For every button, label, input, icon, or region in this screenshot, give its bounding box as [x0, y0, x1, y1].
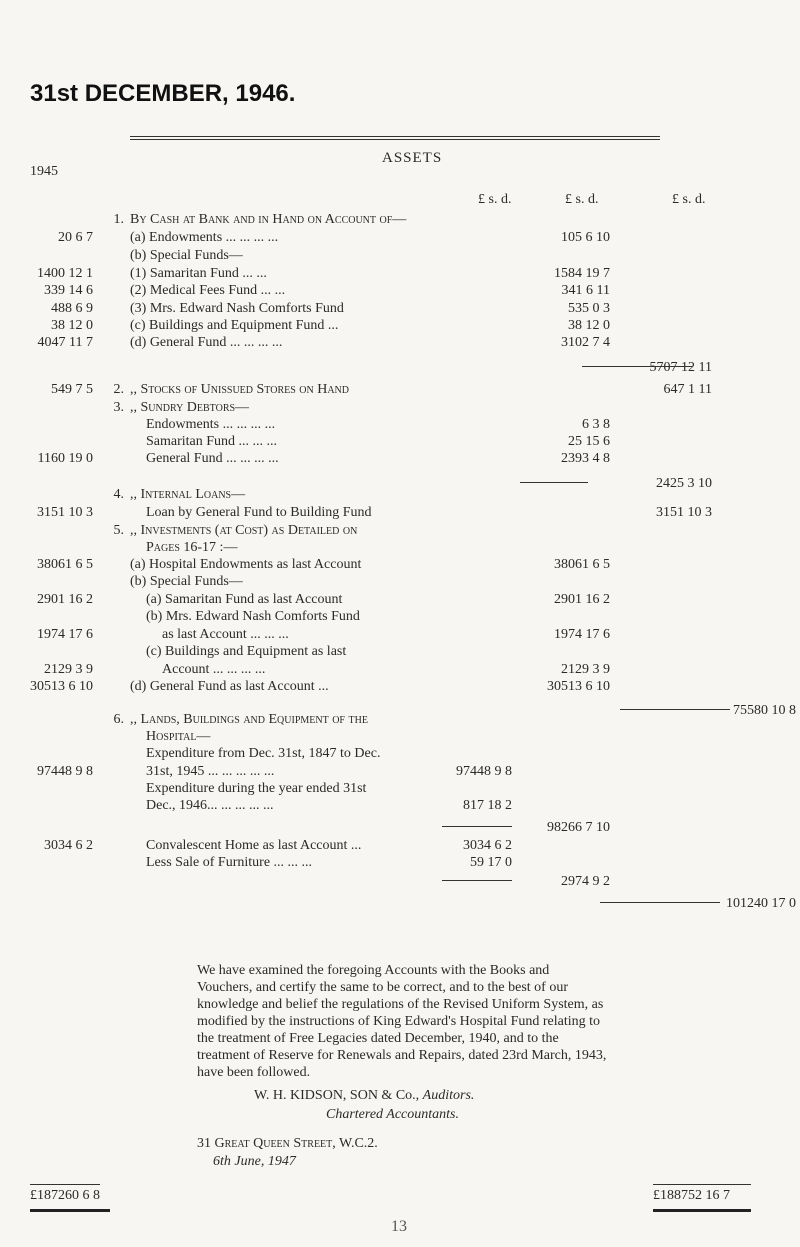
total-rule-left [30, 1184, 100, 1185]
ledger-row [0, 896, 800, 914]
item-label: By Cash at Bank and in Hand on Account of— [130, 212, 407, 227]
page-title: 31st DECEMBER, 1946. [30, 80, 296, 107]
amount-col-b: 2901 16 2 [554, 592, 610, 607]
ledger-row [0, 781, 800, 799]
prior-year-amount: 488 6 9 [51, 301, 93, 316]
subtotal-line [520, 482, 588, 483]
subtotal-line [442, 826, 512, 827]
item-label: Expenditure from Dec. 31st, 1847 to Dec. [146, 746, 381, 761]
item-label: Expenditure during the year ended 31st [146, 781, 367, 796]
amount-col-d: 75580 10 8 [733, 703, 796, 718]
ledger-row [0, 627, 800, 645]
ledger-row [0, 417, 800, 435]
item-label: ,, Stocks of Unissued Stores on Hand [130, 382, 350, 397]
subtotal-line [582, 366, 692, 367]
amount-col-a: 59 17 0 [470, 855, 512, 870]
ledger-row [0, 266, 800, 284]
ledger-row [0, 746, 800, 764]
prior-year-amount: 4047 11 7 [37, 335, 93, 350]
ledger-row [0, 729, 800, 747]
item-label: Convalescent Home as last Account ... [146, 838, 362, 853]
auditor-address: 31 Great Queen Street, W.C.2. [197, 1136, 378, 1151]
amount-col-b: 3102 7 4 [561, 335, 610, 350]
ledger-row [0, 798, 800, 816]
prior-year-amount: 97448 9 8 [37, 764, 93, 779]
prior-year-amount: 549 7 5 [51, 382, 93, 397]
item-label: (b) Special Funds— [130, 248, 243, 263]
ledger-row [0, 400, 800, 418]
ledger-row [0, 248, 800, 266]
amount-col-a: 97448 9 8 [456, 764, 512, 779]
item-label: General Fund ... ... ... ... [146, 451, 279, 466]
prior-year-amount: 3034 6 2 [44, 838, 93, 853]
amount-col-a: 817 18 2 [463, 798, 512, 813]
column-b-header: £ s. d. [565, 192, 599, 207]
item-label: (d) General Fund as last Account ... [130, 679, 329, 694]
amount-col-b: 2974 9 2 [561, 874, 610, 889]
ledger-row [0, 557, 800, 575]
ledger-row [0, 764, 800, 782]
ledger-row [0, 592, 800, 610]
item-label: (c) Buildings and Equipment Fund ... [130, 318, 339, 333]
amount-col-b: 6 3 8 [582, 417, 610, 432]
ledger-row [0, 382, 800, 400]
header-rule [130, 136, 660, 137]
item-number: 3. [113, 400, 124, 415]
amount-col-b: 105 6 10 [561, 230, 610, 245]
subtotal-line [620, 709, 730, 710]
certificate-date: 6th June, 1947 [213, 1154, 296, 1169]
item-label: (b) Mrs. Edward Nash Comforts Fund [146, 609, 360, 624]
item-label: (3) Mrs. Edward Nash Comforts Fund [130, 301, 344, 316]
section-heading: ASSETS [382, 150, 443, 166]
header-rule-2 [130, 139, 660, 140]
auditor-name: W. H. KIDSON, SON & Co., Auditors. [254, 1088, 475, 1103]
ledger-row [0, 212, 800, 230]
item-label: Account ... ... ... ... [162, 662, 266, 677]
prior-year-amount: 30513 6 10 [30, 679, 93, 694]
item-label: Less Sale of Furniture ... ... ... [146, 855, 313, 870]
item-label: (c) Buildings and Equipment as last [146, 644, 347, 659]
amount-col-c: 5707 12 11 [649, 360, 712, 375]
ledger-row [0, 662, 800, 680]
amount-col-d: 101240 17 0 [726, 896, 796, 911]
prior-year-amount: 1400 12 1 [37, 266, 93, 281]
ledger-row [0, 360, 800, 378]
prior-year-amount: 2129 3 9 [44, 662, 93, 677]
amount-col-b: 38 12 0 [568, 318, 610, 333]
ledger-row [0, 318, 800, 336]
ledger-row [0, 574, 800, 592]
item-label: ,, Lands, Buildings and Equipment of the [130, 712, 368, 727]
prior-year-total: £187260 6 8 [30, 1188, 100, 1203]
ledger-row [0, 540, 800, 558]
item-label: ,, Internal Loans— [130, 487, 246, 502]
amount-col-b: 98266 7 10 [547, 820, 610, 835]
item-label: as last Account ... ... ... [162, 627, 289, 642]
item-label: ,, Investments (at Cost) as Detailed on [130, 523, 358, 538]
total-rule-right [653, 1184, 751, 1185]
ledger-row [0, 644, 800, 662]
prior-year-amount: 20 6 7 [58, 230, 93, 245]
ledger-row [0, 855, 800, 873]
amount-col-b: 1974 17 6 [554, 627, 610, 642]
item-number: 5. [113, 523, 124, 538]
total-double-rule-left [30, 1209, 110, 1212]
prior-year-amount: 339 14 6 [44, 283, 93, 298]
ledger-row [0, 505, 800, 523]
item-label: (a) Endowments ... ... ... ... [130, 230, 279, 245]
amount-col-b: 2129 3 9 [561, 662, 610, 677]
column-a-header: £ s. d. [478, 192, 512, 207]
column-c-header: £ s. d. [672, 192, 706, 207]
prior-year-amount: 2901 16 2 [37, 592, 93, 607]
amount-col-b: 2393 4 8 [561, 451, 610, 466]
auditor-certificate: We have examined the foregoing Accounts with the Books and Vouchers, and certify the same to be correct, and to the best of our knowledge and belief the regulations of the Revised Uniform System, as modified by the instructions of King Edward's Hospital Fund relating to the treatment of Free Legacies dated December, 1940, and to the treatment of Reserve for Renewals and Repairs, dated 23rd March, 1943, have been followed. [197, 963, 607, 1080]
amount-col-c: 3151 10 3 [656, 505, 712, 520]
prior-year-amount: 1974 17 6 [37, 627, 93, 642]
ledger-row [0, 523, 800, 541]
item-label: (2) Medical Fees Fund ... ... [130, 283, 286, 298]
item-label: (d) General Fund ... ... ... ... [130, 335, 283, 350]
item-number: 1. [113, 212, 124, 227]
item-label: Loan by General Fund to Building Fund [146, 505, 372, 520]
item-number: 4. [113, 487, 124, 502]
ledger-row [0, 335, 800, 353]
ledger-row [0, 301, 800, 319]
ledger-row [0, 820, 800, 838]
ledger-row [0, 283, 800, 301]
item-label: Endowments ... ... ... ... [146, 417, 276, 432]
ledger-row [0, 874, 800, 892]
prior-year-amount: 3151 10 3 [37, 505, 93, 520]
amount-col-c: 2425 3 10 [656, 476, 712, 491]
subtotal-line [442, 880, 512, 881]
item-label: 31st, 1945 ... ... ... ... ... [146, 764, 275, 779]
item-label: Samaritan Fund ... ... ... [146, 434, 278, 449]
item-label: (b) Special Funds— [130, 574, 243, 589]
ledger-row [0, 838, 800, 856]
ledger-row [0, 712, 800, 730]
subtotal-line [600, 902, 720, 903]
item-label: (1) Samaritan Fund ... ... [130, 266, 267, 281]
page-number: 13 [391, 1218, 407, 1235]
amount-col-b: 25 15 6 [568, 434, 610, 449]
ledger-row [0, 451, 800, 469]
item-number: 6. [113, 712, 124, 727]
item-label: ,, Sundry Debtors— [130, 400, 250, 415]
item-label: Hospital— [146, 729, 211, 744]
ledger-row [0, 487, 800, 505]
amount-col-b: 30513 6 10 [547, 679, 610, 694]
item-label: (a) Hospital Endowments as last Account [130, 557, 362, 572]
total-double-rule-right [653, 1209, 751, 1212]
amount-col-c: 647 1 11 [663, 382, 712, 397]
item-label: Dec., 1946... ... ... ... ... [146, 798, 274, 813]
amount-col-b: 1584 19 7 [554, 266, 610, 281]
prior-year-label: 1945 [30, 164, 58, 179]
ledger-row [0, 230, 800, 248]
amount-col-a: 3034 6 2 [463, 838, 512, 853]
ledger-row [0, 609, 800, 627]
amount-col-b: 535 0 3 [568, 301, 610, 316]
prior-year-amount: 1160 19 0 [37, 451, 93, 466]
item-number: 2. [113, 382, 124, 397]
ledger-row [0, 434, 800, 452]
amount-col-b: 38061 6 5 [554, 557, 610, 572]
item-label: Pages 16-17 :— [146, 540, 238, 555]
chartered-accountants: Chartered Accountants. [326, 1107, 459, 1122]
ledger-row [0, 679, 800, 697]
item-label: (a) Samaritan Fund as last Account [146, 592, 343, 607]
prior-year-amount: 38 12 0 [51, 318, 93, 333]
current-year-total: £188752 16 7 [653, 1188, 730, 1203]
amount-col-b: 341 6 11 [561, 283, 610, 298]
prior-year-amount: 38061 6 5 [37, 557, 93, 572]
